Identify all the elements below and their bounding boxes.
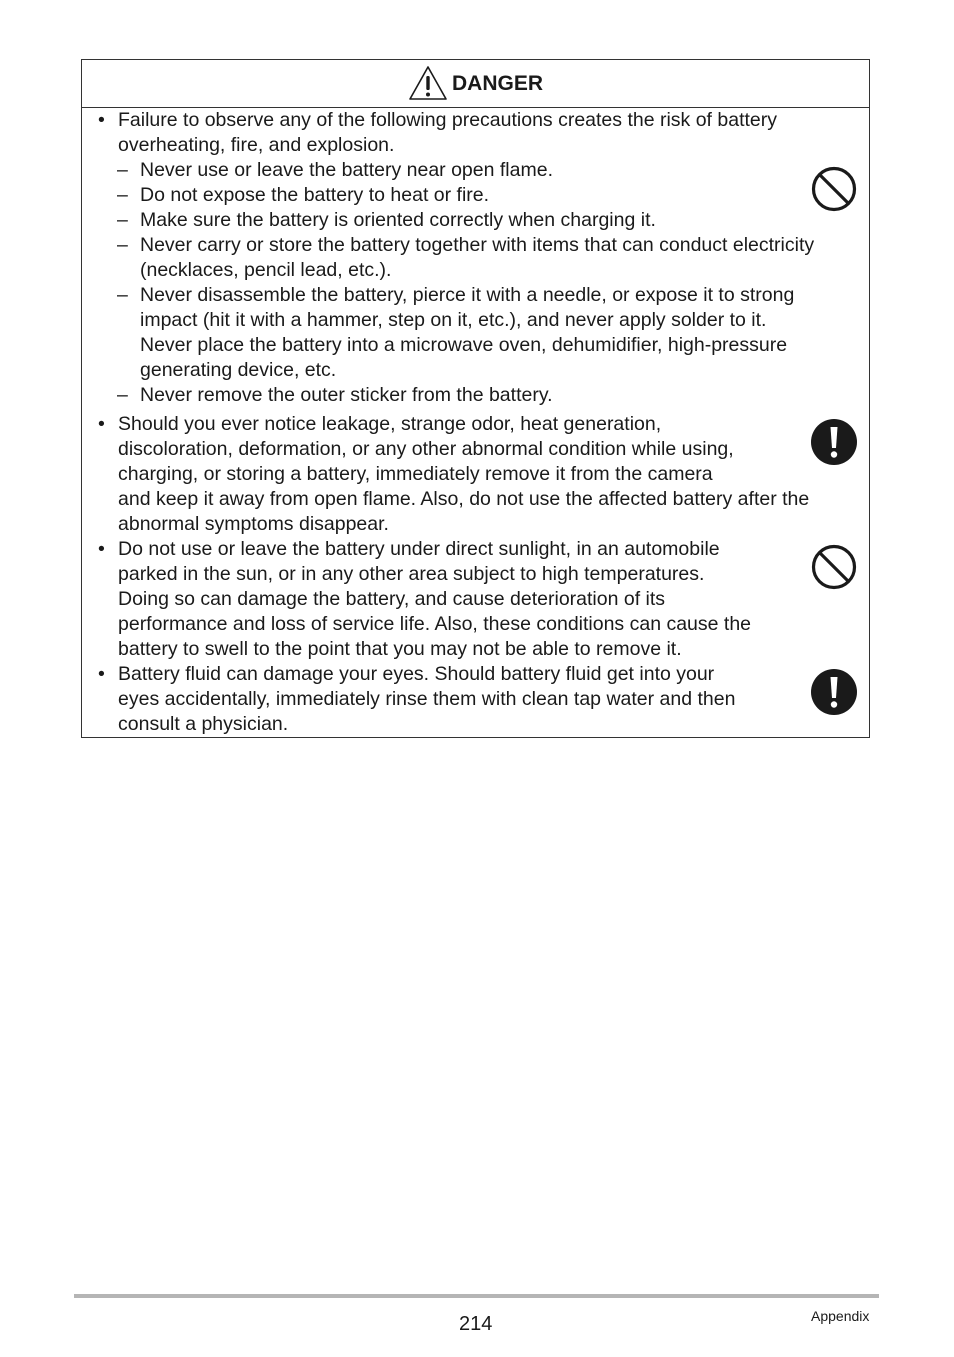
text-line: abnormal symptoms disappear.	[118, 513, 389, 535]
dash-mark: –	[117, 284, 128, 306]
dash-mark: –	[117, 209, 128, 231]
dash-mark: –	[117, 159, 128, 181]
text-line: eyes accidentally, immediately rinse them with clean tap water and then	[118, 688, 736, 710]
page-number: 214	[459, 1313, 493, 1335]
text-line: charging, or storing a battery, immediately remove it from the camera	[118, 463, 713, 485]
text-line: consult a physician.	[118, 713, 289, 735]
danger-box	[81, 59, 870, 738]
text-line: battery to swell to the point that you may not be able to remove it.	[118, 638, 682, 660]
text-line: generating device, etc.	[140, 359, 337, 381]
text-line: Never use or leave the battery near open flame.	[140, 159, 553, 181]
text-line: Failure to observe any of the following precautions creates the risk of battery	[118, 109, 778, 131]
text-line: discoloration, deformation, or any other abnormal condition while using,	[118, 438, 734, 460]
mandatory-action-icon	[810, 418, 858, 466]
text-line: Should you ever notice leakage, strange odor, heat generation,	[118, 413, 662, 435]
text-line: impact (hit it with a hammer, step on it, etc.), and never apply solder to it.	[140, 309, 767, 331]
text-line: overheating, fire, and explosion.	[118, 134, 395, 156]
text-line: Battery fluid can damage your eyes. Should battery fluid get into your	[118, 663, 715, 685]
footer-rule	[74, 1294, 879, 1298]
text-line: Never carry or store the battery together with items that can conduct electricity	[140, 234, 815, 256]
mandatory-action-icon	[810, 668, 858, 716]
text-line: Never remove the outer sticker from the battery.	[140, 384, 553, 406]
danger-header	[82, 60, 869, 108]
text-line: (necklaces, pencil lead, etc.).	[140, 259, 392, 281]
bullet-mark: •	[98, 109, 105, 131]
dash-mark: –	[117, 234, 128, 256]
text-line: Do not expose the battery to heat or fire.	[140, 184, 490, 206]
text-line: Do not use or leave the battery under direct sunlight, in an automobile	[118, 538, 720, 560]
prohibition-icon	[810, 543, 858, 591]
section-label: Appendix	[811, 1308, 870, 1324]
bullet-mark: •	[98, 663, 105, 685]
text-line: Doing so can damage the battery, and cause deterioration of its	[118, 588, 666, 610]
bullet-mark: •	[98, 413, 105, 435]
bullet-mark: •	[98, 538, 105, 560]
text-line: and keep it away from open flame. Also, do not use the affected battery after the	[118, 488, 810, 510]
prohibition-icon	[810, 165, 858, 213]
warning-triangle-icon	[408, 65, 448, 101]
text-line: Make sure the battery is oriented correctly when charging it.	[140, 209, 656, 231]
text-line: Never disassemble the battery, pierce it with a needle, or expose it to strong	[140, 284, 795, 306]
danger-title: DANGER	[451, 71, 543, 95]
text-line: Never place the battery into a microwave oven, dehumidifier, high-pressure	[140, 334, 788, 356]
text-line: performance and loss of service life. Also, these conditions can cause the	[118, 613, 752, 635]
danger-content	[82, 108, 869, 737]
text-line: parked in the sun, or in any other area subject to high temperatures.	[118, 563, 705, 585]
dash-mark: –	[117, 184, 128, 206]
dash-mark: –	[117, 384, 128, 406]
